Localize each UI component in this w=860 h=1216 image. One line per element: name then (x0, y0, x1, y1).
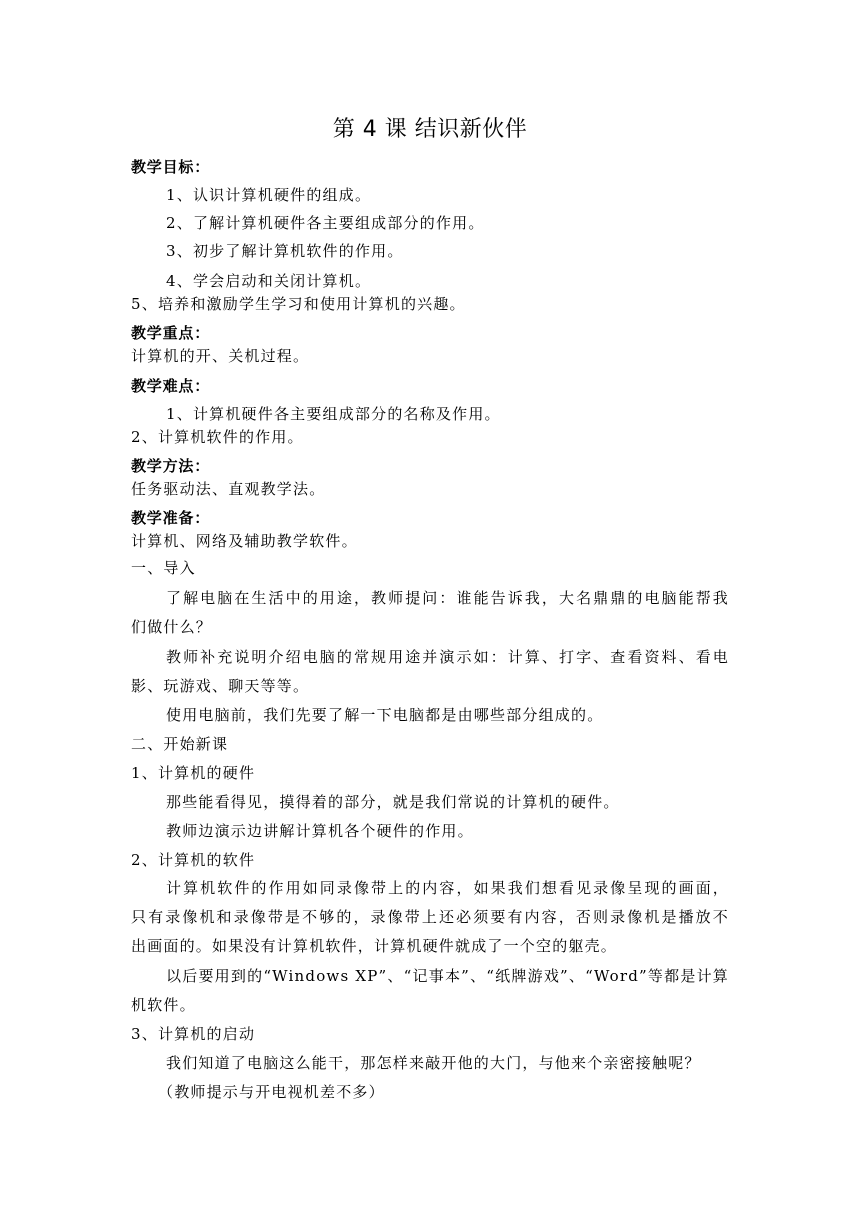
preparation-heading: 教学准备： (131, 509, 211, 527)
paragraph-line: 我们知道了电脑这么能干，那怎样来敲开他的大门，与他来个亲密接触呢？ (166, 1054, 701, 1072)
paragraph-line: 机软件。 (131, 996, 196, 1014)
difficulty-item: 2、计算机软件的作用。 (131, 428, 304, 446)
key-points-heading: 教学重点： (131, 324, 211, 342)
paragraph-line: 教师补充说明介绍电脑的常规用途并演示如：计算、打字、查看资料、看电 (166, 648, 729, 666)
goals-heading: 教学目标： (131, 158, 211, 176)
paragraph-line: 只有录像机和录像带是不够的，录像带上还必须要有内容，否则录像机是播放不 (131, 908, 729, 926)
lesson-title: 第 4 课 结识新伙伴 (332, 117, 528, 142)
section-heading: 一、导入 (131, 559, 196, 577)
subsection-heading: 3、计算机的启动 (131, 1025, 256, 1043)
subsection-heading: 1、计算机的硬件 (131, 764, 256, 782)
paragraph-line: 计算机软件的作用如同录像带上的内容，如果我们想看见录像呈现的画面， (166, 879, 729, 897)
difficulties-heading: 教学难点： (131, 377, 211, 395)
goal-item: 2、了解计算机硬件各主要组成部分的作用。 (166, 214, 485, 232)
paragraph-line: 影、玩游戏、聊天等等。 (131, 677, 310, 695)
paragraph-line: 那些能看得见，摸得着的部分，就是我们常说的计算机的硬件。 (166, 793, 620, 811)
goal-item: 1、认识计算机硬件的组成。 (166, 186, 372, 204)
methods-text: 任务驱动法、直观教学法。 (131, 480, 326, 498)
paragraph-line: 出画面的。如果没有计算机软件，计算机硬件就成了一个空的躯壳。 (131, 937, 618, 955)
paragraph-line: （教师提示与开电视机差不多） (158, 1083, 385, 1101)
paragraph-line: 们做什么？ (131, 618, 213, 636)
goal-item: 5、培养和激励学生学习和使用计算机的兴趣。 (131, 295, 466, 313)
section-heading: 二、开始新课 (131, 735, 229, 753)
paragraph-line: 以后要用到的“Windows XP”、“记事本”、“纸牌游戏”、“Word”等都是计算 (166, 967, 729, 985)
goal-item: 3、初步了解计算机软件的作用。 (166, 242, 404, 260)
key-points-text: 计算机的开、关机过程。 (131, 347, 310, 365)
difficulty-item: 1、计算机硬件各主要组成部分的名称及作用。 (166, 405, 501, 423)
subsection-heading: 2、计算机的软件 (131, 851, 256, 869)
preparation-text: 计算机、网络及辅助教学软件。 (131, 532, 358, 550)
goal-item: 4、学会启动和关闭计算机。 (166, 272, 372, 290)
methods-heading: 教学方法： (131, 457, 211, 475)
paragraph-line: 教师边演示边讲解计算机各个硬件的作用。 (166, 822, 474, 840)
paragraph-line: 使用电脑前，我们先要了解一下电脑都是由哪些部分组成的。 (166, 706, 604, 724)
paragraph-line: 了解电脑在生活中的用途，教师提问：谁能告诉我，大名鼎鼎的电脑能帮我 (166, 589, 729, 607)
